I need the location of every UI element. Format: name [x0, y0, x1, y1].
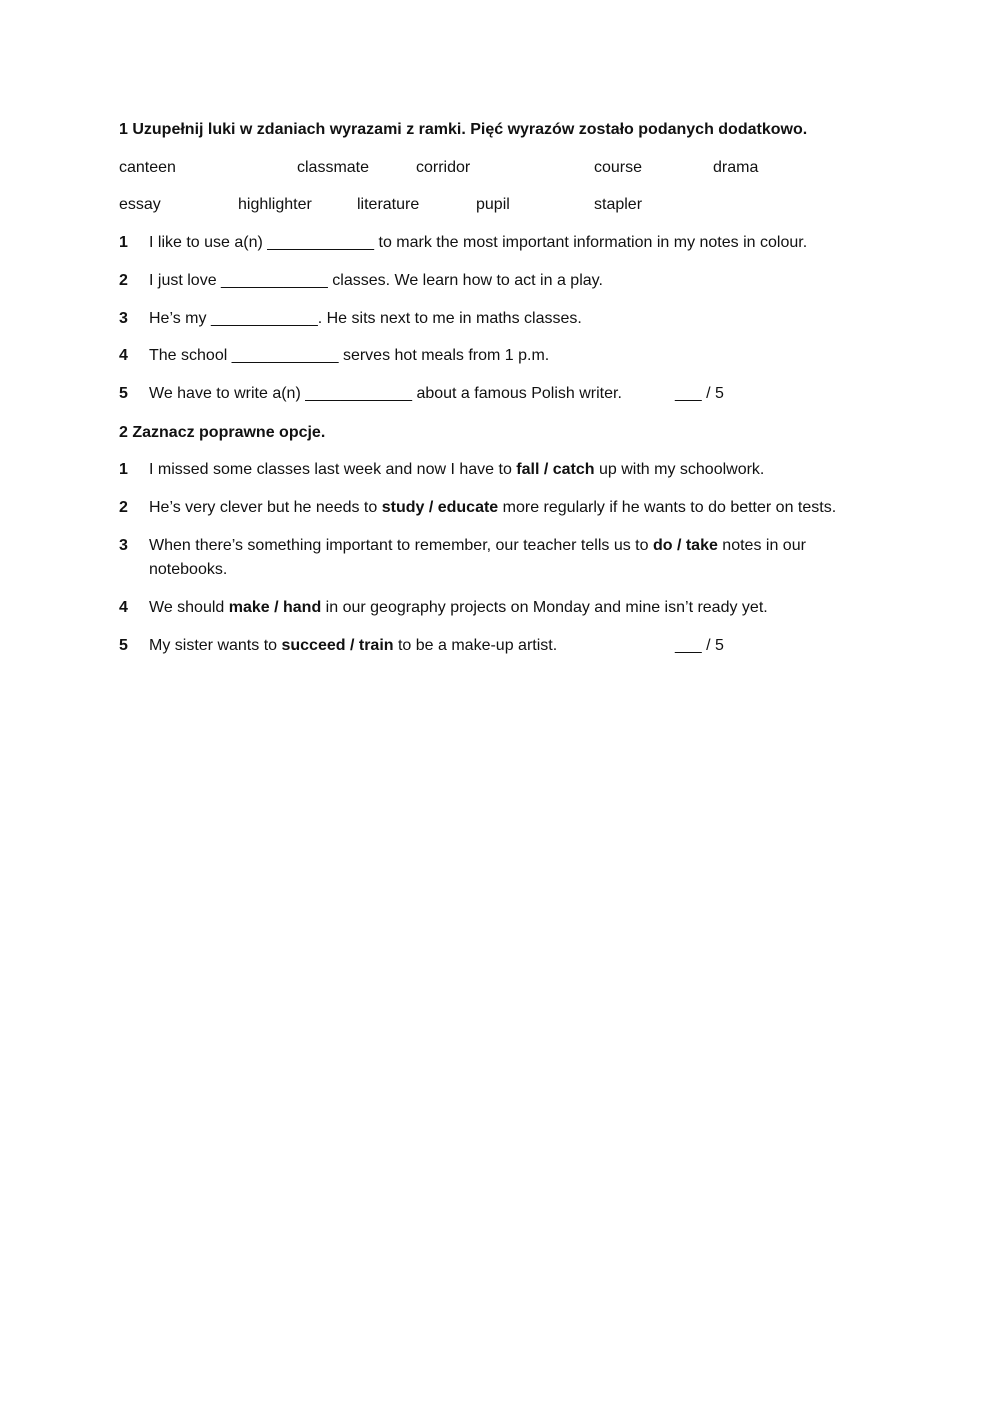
word-bank-item: canteen: [119, 159, 176, 176]
sentence-start: The school: [149, 347, 232, 364]
exercise-1-score[interactable]: ___ / 5: [675, 385, 724, 402]
answer-blank[interactable]: ____________: [231, 347, 339, 364]
exercise-2-heading: 2 Zaznacz poprawne opcje.: [119, 424, 326, 441]
word-bank-item: drama: [713, 159, 759, 176]
answer-options[interactable]: study / educate: [381, 499, 499, 516]
item-number: 5: [119, 637, 128, 654]
sentence-end: classes. We learn how to act in a play.: [327, 272, 603, 289]
sentence-end: serves hot meals from 1 p.m.: [338, 347, 550, 364]
item-number: 2: [119, 499, 128, 516]
answer-blank[interactable]: ____________: [267, 234, 375, 251]
exercise-1-item: [119, 231, 899, 255]
sentence-start: I like to use a(n): [149, 234, 268, 251]
sentence-end: . He sits next to me in maths classes.: [317, 310, 582, 327]
word-bank-item: course: [594, 159, 643, 176]
word-bank-item: stapler: [594, 196, 643, 213]
item-number: 1: [119, 461, 128, 478]
exercise-2-item: [119, 534, 859, 582]
exercise-2-item: [119, 458, 899, 482]
answer-blank[interactable]: ____________: [305, 385, 412, 402]
exercise-2-item: [119, 634, 899, 658]
exercise-1-item: [119, 344, 899, 368]
sentence-end: up with my schoolwork.: [594, 461, 765, 478]
sentence-end: more regularly if he wants to do better on tests.: [498, 499, 837, 516]
sentence-start: We should: [149, 599, 229, 616]
sentence-start: When there’s something important to remember, our teacher tells us to: [149, 537, 653, 554]
word-bank-item: pupil: [476, 196, 510, 213]
sentence-start: He’s very clever but he needs to: [149, 499, 382, 516]
sentence-end: to be a make-up artist.: [393, 637, 558, 654]
item-number: 2: [119, 272, 128, 289]
sentence-start: My sister wants to: [149, 637, 282, 654]
exercise-1-item: [119, 307, 899, 331]
item-number: 3: [119, 537, 128, 554]
word-bank-item: literature: [357, 196, 420, 213]
answer-options[interactable]: make / hand: [228, 599, 322, 616]
exercise-1-item: [119, 269, 899, 293]
sentence-end: notes in our notebooks.: [149, 537, 806, 578]
exercise-1-heading: 1 Uzupełnij luki w zdaniach wyrazami z ramki. Pięć wyrazów zostało podanych dodatkowo.: [119, 121, 808, 138]
word-bank-item: essay: [119, 196, 161, 213]
answer-blank[interactable]: ____________: [210, 310, 318, 327]
word-bank-item: classmate: [297, 159, 370, 176]
sentence-end: in our geography projects on Monday and mine isn’t ready yet.: [321, 599, 768, 616]
item-number: 1: [119, 234, 128, 251]
sentence-start: He’s my: [149, 310, 211, 327]
sentence-end: about a famous Polish writer.: [412, 385, 622, 402]
sentence-end: to mark the most important information in my notes in colour.: [374, 234, 808, 251]
item-number: 3: [119, 310, 128, 327]
exercise-2-item: [119, 596, 899, 620]
answer-options[interactable]: succeed / train: [281, 637, 394, 654]
word-bank-item: corridor: [416, 159, 471, 176]
word-bank-item: highlighter: [238, 196, 312, 213]
item-number: 4: [119, 347, 128, 364]
sentence-start: We have to write a(n): [149, 385, 306, 402]
exercise-2-score[interactable]: ___ / 5: [675, 637, 724, 654]
exercise-1-item: [119, 382, 899, 406]
answer-blank[interactable]: ____________: [221, 272, 328, 289]
sentence-start: I just love: [149, 272, 222, 289]
answer-options[interactable]: do / take: [652, 537, 718, 554]
exercise-2-item: [119, 496, 899, 520]
item-number: 5: [119, 385, 128, 402]
item-number: 4: [119, 599, 128, 616]
sentence-start: I missed some classes last week and now I have to: [149, 461, 517, 478]
answer-options[interactable]: fall / catch: [516, 461, 595, 478]
